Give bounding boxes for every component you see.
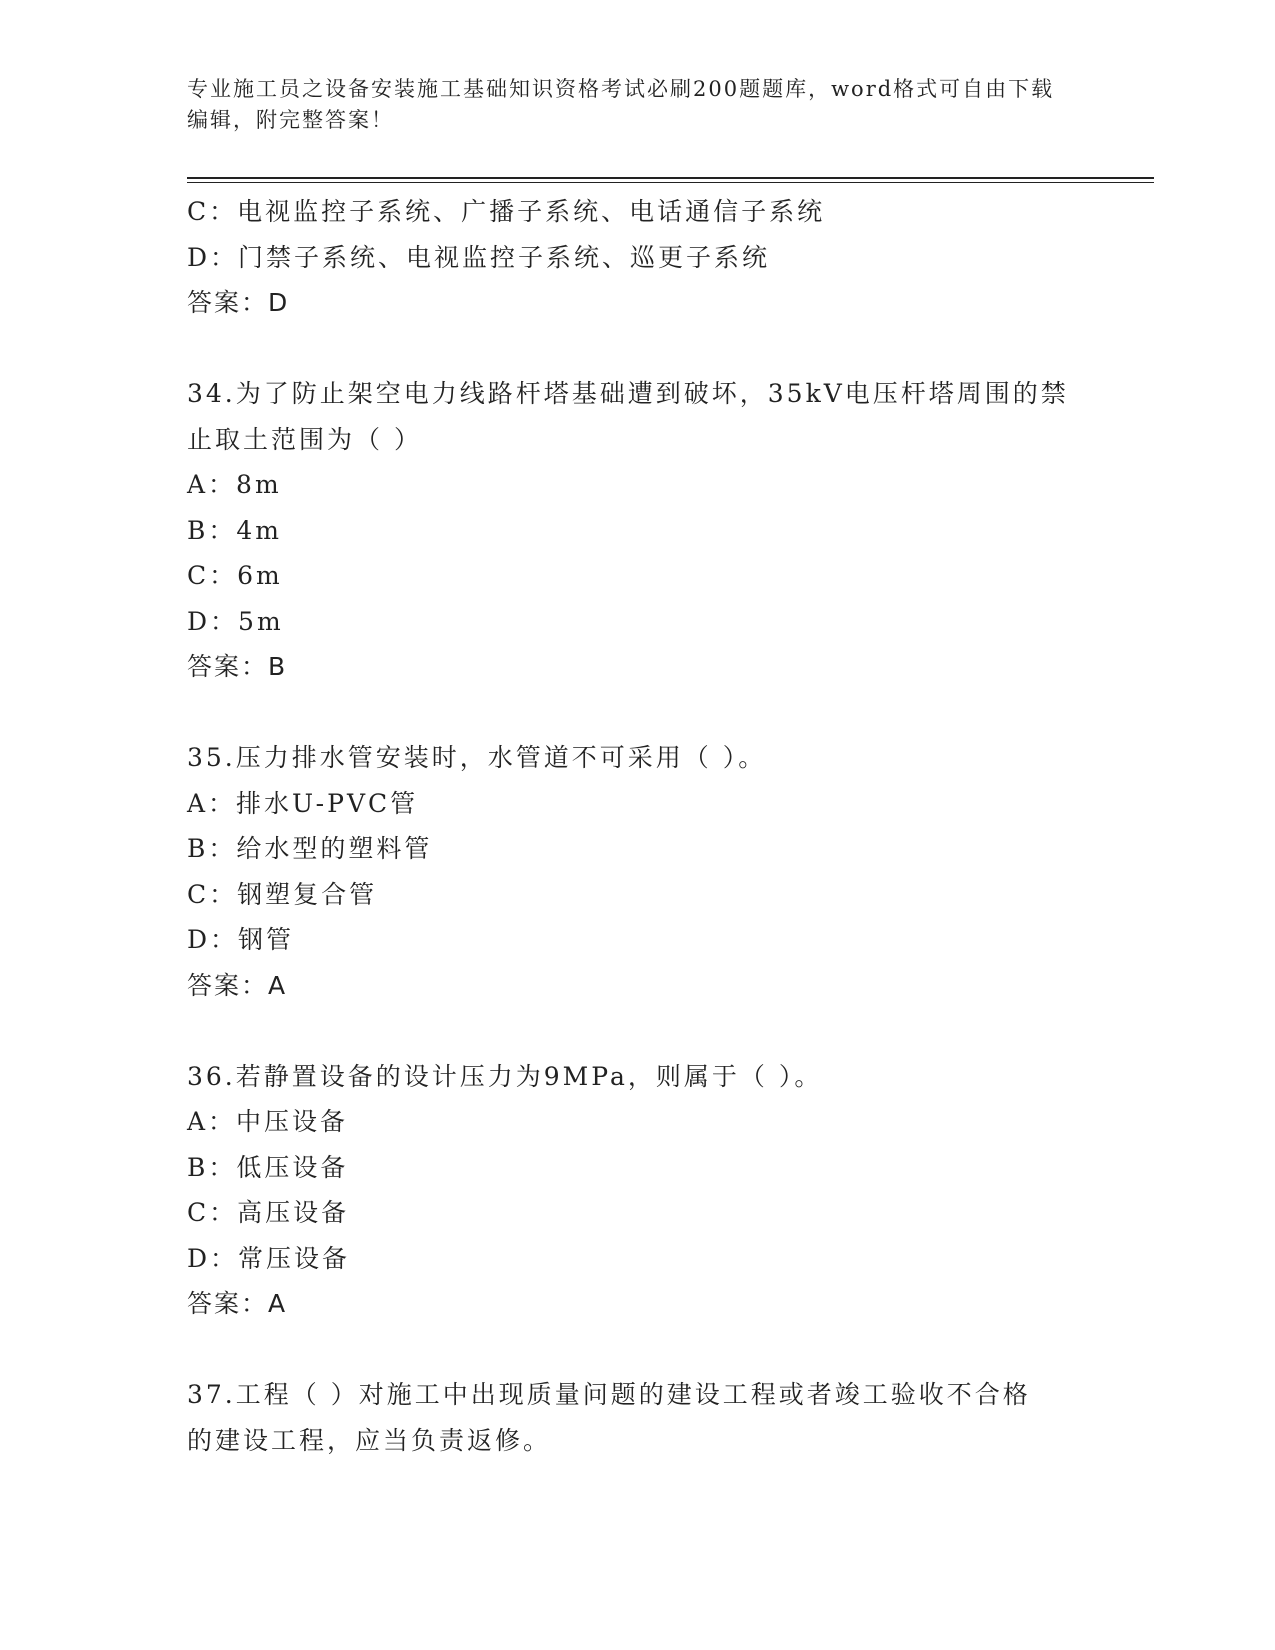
option-c: C：电视监控子系统、广播子系统、电话通信子系统 xyxy=(187,197,826,226)
question-stem: 37.工程（ ）对施工中出现质量问题的建设工程或者竣工验收不合格 xyxy=(187,1380,1031,1409)
question-37 xyxy=(187,1372,1087,1463)
option-a: A：8m xyxy=(187,470,282,499)
answer-line: 答案：A xyxy=(187,1289,288,1318)
question-stem-continued: 的建设工程，应当负责返修。 xyxy=(187,1425,552,1455)
spacer xyxy=(187,1008,1087,1054)
option-a: A：排水U-PVC管 xyxy=(187,788,419,818)
spacer xyxy=(187,326,1087,372)
option-b: B：给水型的塑料管 xyxy=(187,834,433,863)
option-d: D：5m xyxy=(187,606,284,636)
option-d: D：钢管 xyxy=(187,925,295,954)
option-c: C：高压设备 xyxy=(187,1198,350,1227)
document-header: 专业施工员之设备安装施工基础知识资格考试必刷200题题库，word格式可自由下载编辑，附完整答案！ xyxy=(187,77,1055,132)
question-stem: 36.若静置设备的设计压力为9MPa，则属于（ ）。 xyxy=(187,1061,823,1091)
question-stem-continued: 止取土范围为（ ） xyxy=(187,424,422,454)
answer-line: 答案：A xyxy=(187,970,288,1000)
spacer xyxy=(187,1327,1087,1373)
option-d: D：常压设备 xyxy=(187,1243,351,1273)
question-34 xyxy=(187,371,1087,690)
question-36 xyxy=(187,1054,1087,1327)
question-33-fragment xyxy=(187,189,1087,326)
option-c: C：钢塑复合管 xyxy=(187,879,378,909)
answer-line: 答案：D xyxy=(187,288,290,317)
spacer xyxy=(187,690,1087,736)
header-divider-thin xyxy=(187,182,1154,183)
question-content xyxy=(187,189,1087,1463)
question-stem: 34.为了防止架空电力线路杆塔基础遭到破坏，35kV电压杆塔周围的禁 xyxy=(187,379,1069,408)
option-d: D：门禁子系统、电视监控子系统、巡更子系统 xyxy=(187,242,771,272)
answer-line: 答案：B xyxy=(187,652,288,681)
option-a: A：中压设备 xyxy=(187,1107,349,1136)
option-b: B：低压设备 xyxy=(187,1152,349,1182)
question-35 xyxy=(187,735,1087,1008)
header-divider-thick xyxy=(187,177,1154,179)
question-stem: 35.压力排水管安装时，水管道不可采用（ ）。 xyxy=(187,743,767,772)
option-b: B：4m xyxy=(187,515,282,545)
option-c: C：6m xyxy=(187,561,283,590)
